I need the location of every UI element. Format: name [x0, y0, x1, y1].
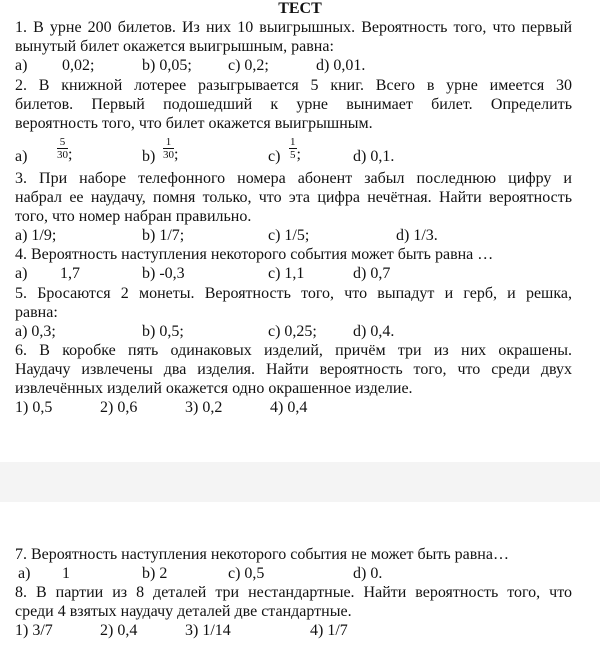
- option-d: d) 0,7: [353, 265, 391, 282]
- option-b-label: b): [142, 148, 156, 165]
- question-6-options: [15, 399, 572, 417]
- option-c: c) 1,1: [268, 265, 305, 282]
- question-8-options: [15, 622, 572, 640]
- option-a-value: [57, 136, 72, 161]
- question-4-text: 4. Вероятность наступления некоторого события может быть равна …: [15, 246, 494, 263]
- question-6-text: Наудачу извлечены два изделия. Найти вероятность того, что среди двух: [15, 361, 572, 378]
- separator: ;: [68, 146, 73, 163]
- denominator: 5: [290, 149, 296, 161]
- option-d: d) 0,01.: [316, 57, 366, 74]
- page-title: ТЕСТ: [278, 0, 322, 17]
- numerator: 5: [57, 136, 68, 149]
- option-3: 3) 1/14: [185, 622, 231, 639]
- option-c-label: c): [268, 148, 281, 165]
- question-3-text: того, что номер набран правильно.: [15, 208, 252, 225]
- option-a-value: 1: [62, 565, 70, 582]
- option-c: c) 0,25;: [268, 323, 317, 340]
- page-break: [0, 462, 600, 502]
- question-1-options: [15, 57, 572, 75]
- option-d: d) 1/3.: [396, 227, 438, 244]
- option-2: 2) 0,4: [100, 622, 138, 639]
- question-6-text: извлечённых изделий окажется одно окрашенное изделие.: [15, 380, 413, 397]
- option-a-label: a): [15, 148, 28, 165]
- option-2: 2) 0,6: [100, 399, 138, 416]
- question-5-options: [15, 323, 572, 341]
- option-a-label: a): [15, 265, 28, 282]
- denominator: 30: [57, 149, 68, 161]
- separator: ;: [174, 146, 179, 163]
- option-a: a) 1/9;: [15, 227, 57, 244]
- option-4: 4) 1/7: [310, 622, 348, 639]
- option-c: c) 1/5;: [268, 227, 310, 244]
- option-a-value: 0,02;: [62, 57, 95, 74]
- option-b: b) 1/7;: [142, 227, 185, 244]
- question-3-options: [15, 227, 572, 245]
- question-1-text: 1. В урне 200 билетов. Из них 10 выигрышных. Вероятность того, что первый: [15, 19, 572, 36]
- numerator: 1: [163, 136, 174, 149]
- question-8-text: 8. В партии из 8 деталей три нестандартные. Найти вероятность того, что: [15, 584, 572, 601]
- option-a-label: a): [18, 565, 31, 582]
- question-5-text: 5. Бросаются 2 монеты. Вероятность того, что выпадут и герб, и решка,: [15, 285, 572, 302]
- question-2-text: вероятность того, что билет окажется выигрышным.: [15, 115, 373, 132]
- option-a: a) 0,3;: [15, 323, 56, 340]
- option-a-value: 1,7: [60, 265, 80, 282]
- option-c-value: [289, 136, 301, 161]
- numerator: 1: [290, 136, 296, 148]
- option-a-label: a): [15, 57, 28, 74]
- separator: ;: [296, 146, 301, 163]
- option-4: 4) 0,4: [270, 399, 308, 416]
- question-2-options: [15, 136, 572, 167]
- option-1: 1) 0,5: [15, 399, 53, 416]
- option-b: b) 0,5;: [142, 323, 184, 340]
- question-6-text: 6. В коробке пять одинаковых изделий, причём три из них окрашены.: [15, 342, 572, 359]
- option-d: d) 0,1.: [353, 148, 395, 165]
- denominator: 30: [163, 149, 174, 161]
- option-d: d) 0,4.: [353, 323, 395, 340]
- question-2-text: билетов. Первый подошедший к урне вынимает билет. Определить: [15, 96, 572, 113]
- question-4-options: [15, 265, 572, 283]
- question-7-options: [15, 565, 572, 583]
- option-c: c) 0,5: [228, 565, 265, 582]
- option-b: b) 2: [142, 565, 168, 582]
- option-1: 1) 3/7: [15, 622, 53, 639]
- option-3: 3) 0,2: [185, 399, 223, 416]
- option-b: b) -0,3: [142, 265, 185, 282]
- question-5-text: равна:: [15, 304, 58, 321]
- question-8-text: среди 4 взятых наудачу деталей две стандартные.: [15, 603, 352, 620]
- option-d: d) 0.: [353, 565, 383, 582]
- question-3-text: 3. При наборе телефонного номера абонент забыл последнюю цифру и: [15, 170, 572, 187]
- question-7-text: 7. Вероятность наступления некоторого события не может быть равна…: [15, 546, 509, 563]
- question-3-text: набрал ее наудачу, помня только, что эта цифра нечётная. Найти вероятность: [15, 189, 572, 206]
- option-b-value: [163, 136, 178, 161]
- question-2-text: 2. В книжной лотерее разыгрывается 5 книг. Всего в урне имеется 30: [15, 77, 572, 94]
- option-b: b) 0,05;: [142, 57, 192, 74]
- option-c: c) 0,2;: [228, 57, 269, 74]
- question-1-text: вынутый билет окажется выигрышным, равна:: [15, 38, 334, 55]
